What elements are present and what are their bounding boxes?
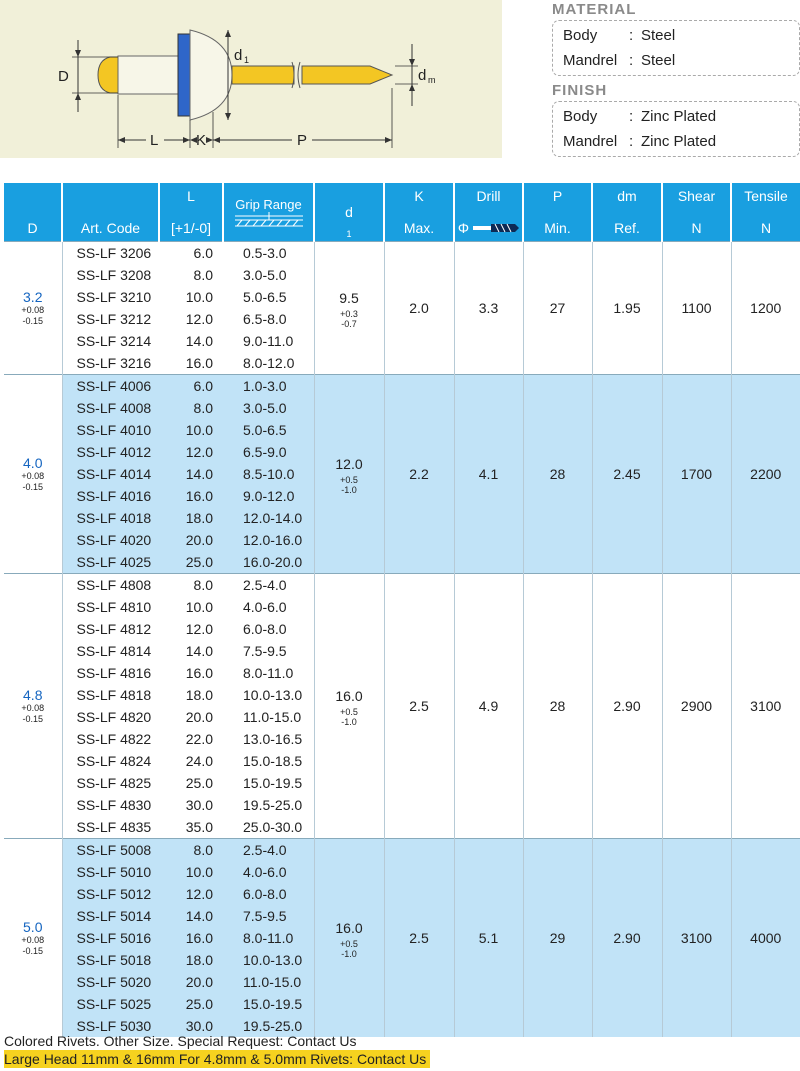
size-d-value: 5.0 — [23, 919, 43, 935]
art-code-cell: SS-LF 3214 — [76, 333, 152, 349]
header-grip-range — [223, 183, 314, 242]
material-title: MATERIAL — [552, 1, 637, 18]
art-code-cell: SS-LF 5018 — [62, 949, 159, 971]
length-cell: 35.0 — [185, 819, 213, 835]
size-d-tol-minus: -0.15 — [22, 714, 43, 724]
length-cell: 18.0 — [185, 687, 213, 703]
size-d-tol-plus: +0.08 — [21, 703, 45, 713]
tensile-cell: 2200 — [731, 375, 800, 574]
k-cell: 2.0 — [384, 242, 454, 375]
length-cell: 24.0 — [185, 753, 213, 769]
dim-p-label: P — [297, 132, 308, 149]
material-body-key: Body — [563, 27, 598, 44]
dim-k-label: K — [196, 132, 207, 149]
length-cell: 12.0 — [185, 621, 213, 637]
size-d-cell — [4, 839, 62, 1038]
size-d-tol-plus: +0.08 — [21, 305, 45, 315]
header-dm: dm Ref. — [592, 183, 662, 242]
size-d-tol-plus: +0.08 — [21, 935, 45, 945]
art-code-cell: SS-LF 4008 — [62, 397, 159, 419]
shear-cell: 1100 — [662, 242, 731, 375]
art-code-cell: SS-LF 4810 — [76, 599, 152, 615]
finish-row-body — [563, 104, 789, 129]
shear-cell: 3100 — [662, 839, 731, 1038]
art-code-cell: SS-LF 4020 — [62, 529, 159, 551]
rivet-drawing — [0, 0, 502, 158]
art-code-cell: SS-LF 4018 — [62, 507, 159, 529]
length-cell: 16.0 — [185, 355, 213, 371]
art-code-cell: SS-LF 5008 — [62, 839, 159, 862]
art-code-cell: SS-LF 4830 — [76, 797, 152, 813]
grip-range-cell: 15.0-19.5 — [223, 772, 314, 794]
grip-range-cell: 7.5-9.5 — [223, 905, 314, 927]
d1-tol-minus: -0.7 — [341, 319, 357, 329]
art-code-cell: SS-LF 4006 — [62, 375, 159, 398]
grip-range-cell: 10.0-13.0 — [223, 949, 314, 971]
size-d-tol-minus: -0.15 — [22, 482, 43, 492]
art-code-cell: SS-LF 5025 — [62, 993, 159, 1015]
size-d-cell — [4, 375, 62, 574]
size-d-tol-minus: -0.15 — [22, 946, 43, 956]
grip-range-cell: 9.0-11.0 — [223, 330, 314, 352]
art-code-cell: SS-LF 5010 — [62, 861, 159, 883]
grip-range-cell: 8.0-11.0 — [223, 662, 314, 684]
length-cell: 6.0 — [159, 242, 223, 265]
grip-range-cell: 4.0-6.0 — [223, 861, 314, 883]
rivet-spec-table — [4, 183, 800, 1037]
length-cell: 8.0 — [159, 397, 223, 419]
grip-range-cell: 8.0-12.0 — [223, 352, 314, 375]
material-body-value: Steel — [641, 27, 676, 44]
length-cell: 6.0 — [159, 375, 223, 398]
art-code-cell: SS-LF 4012 — [62, 441, 159, 463]
length-cell: 12.0 — [159, 441, 223, 463]
dm-cell: 2.90 — [592, 839, 662, 1038]
size-d-tol-plus: +0.08 — [21, 471, 45, 481]
shear-cell: 1700 — [662, 375, 731, 574]
length-cell: 25.0 — [159, 993, 223, 1015]
length-cell: 16.0 — [159, 485, 223, 507]
table-row — [4, 242, 800, 265]
grip-range-cell: 6.5-9.0 — [223, 441, 314, 463]
grip-range-cell: 6.0-8.0 — [223, 883, 314, 905]
size-group — [4, 375, 800, 574]
grip-range-cell: 5.0-6.5 — [223, 419, 314, 441]
grip-range-cell: 11.0-15.0 — [223, 971, 314, 993]
finish-mandrel-sep: : — [629, 133, 634, 150]
length-cell: 8.0 — [193, 267, 213, 283]
length-cell: 30.0 — [185, 797, 213, 813]
tensile-cell: 3100 — [731, 574, 800, 839]
art-code-cell: SS-LF 4010 — [62, 419, 159, 441]
material-mandrel-sep: : — [629, 52, 634, 69]
art-code-cell: SS-LF 3216 — [76, 355, 152, 371]
art-code-cell: SS-LF 3208 — [76, 267, 152, 283]
art-code-cell: SS-LF 4835 — [76, 819, 152, 835]
dim-d1-subscript: 1 — [244, 55, 250, 65]
length-cell: 20.0 — [185, 709, 213, 725]
d1-value: 9.5 — [339, 290, 359, 306]
grip-range-cell: 3.0-5.0 — [223, 264, 314, 286]
table-row — [4, 375, 800, 398]
art-code-cell: SS-LF 3206 — [62, 242, 159, 265]
dim-dm-subscript: m — [428, 75, 436, 85]
finish-body-value: Zinc Plated — [641, 108, 717, 125]
art-code-cell: SS-LF 4822 — [76, 731, 152, 747]
art-code-cell: SS-LF 4818 — [76, 687, 152, 703]
length-cell: 10.0 — [185, 599, 213, 615]
grip-range-cell: 6.5-8.0 — [223, 308, 314, 330]
d1-tol-minus: -1.0 — [341, 485, 357, 495]
d1-tol-plus: +0.3 — [340, 309, 358, 319]
grip-range-cell: 19.5-25.0 — [223, 794, 314, 816]
d1-cell — [314, 839, 384, 1038]
d1-tol-minus: -1.0 — [341, 717, 357, 727]
size-d-value: 4.0 — [23, 455, 43, 471]
length-cell: 18.0 — [159, 949, 223, 971]
art-code-cell: SS-LF 5030 — [62, 1015, 159, 1037]
header-d1: d $_1$ — [314, 183, 384, 242]
art-code-cell: SS-LF 4820 — [76, 709, 152, 725]
material-row-mandrel — [563, 48, 789, 73]
dm-cell: 2.90 — [592, 574, 662, 839]
p-cell: 29 — [523, 839, 592, 1038]
size-d-cell — [4, 574, 62, 839]
length-cell: 10.0 — [159, 861, 223, 883]
drill-bit-icon — [473, 223, 519, 233]
d1-value: 16.0 — [335, 688, 363, 704]
rivet-dimension-diagram — [0, 0, 502, 158]
drill-cell: 4.9 — [454, 574, 523, 839]
length-cell: 16.0 — [159, 927, 223, 949]
finish-body-key: Body — [563, 108, 598, 125]
tensile-cell: 4000 — [731, 839, 800, 1038]
size-group — [4, 242, 800, 375]
dm-cell: 2.45 — [592, 375, 662, 574]
length-cell: 16.0 — [185, 665, 213, 681]
drill-cell: 5.1 — [454, 839, 523, 1038]
d1-tol-plus: +0.5 — [340, 475, 358, 485]
grip-range-cell: 9.0-12.0 — [223, 485, 314, 507]
art-code-cell: SS-LF 5012 — [62, 883, 159, 905]
material-section — [552, 0, 800, 76]
grip-range-cell: 25.0-30.0 — [223, 816, 314, 839]
grip-range-cell: 12.0-14.0 — [223, 507, 314, 529]
size-group — [4, 839, 800, 1038]
grip-range-icon — [233, 212, 305, 228]
length-cell: 10.0 — [159, 419, 223, 441]
d1-tol-plus: +0.5 — [340, 707, 358, 717]
size-d-cell — [4, 242, 62, 375]
length-cell: 12.0 — [159, 883, 223, 905]
k-cell: 2.2 — [384, 375, 454, 574]
grip-range-cell: 11.0-15.0 — [223, 706, 314, 728]
grip-range-cell: 5.0-6.5 — [223, 286, 314, 308]
grip-range-cell: 13.0-16.5 — [223, 728, 314, 750]
header-tensile: Tensile N — [731, 183, 800, 242]
art-code-cell: SS-LF 4814 — [76, 643, 152, 659]
length-cell: 25.0 — [185, 775, 213, 791]
material-mandrel-key: Mandrel — [563, 52, 618, 69]
grip-range-cell: 12.0-16.0 — [223, 529, 314, 551]
grip-range-cell: 7.5-9.5 — [223, 640, 314, 662]
grip-range-cell: 4.0-6.0 — [223, 596, 314, 618]
art-code-cell: SS-LF 4808 — [62, 574, 159, 597]
grip-range-cell: 16.0-20.0 — [223, 551, 314, 574]
grip-range-label: Grip Range — [235, 196, 302, 212]
dim-d-label: D — [58, 68, 69, 85]
grip-range-cell: 0.5-3.0 — [223, 242, 314, 265]
dim-l-label: L — [150, 132, 159, 149]
length-cell: 25.0 — [159, 551, 223, 574]
art-code-cell: SS-LF 5016 — [62, 927, 159, 949]
art-code-cell: SS-LF 4816 — [76, 665, 152, 681]
table-row — [4, 574, 800, 597]
notes — [4, 1032, 430, 1068]
material-mandrel-value: Steel — [641, 52, 676, 69]
art-code-cell: SS-LF 4825 — [76, 775, 152, 791]
p-cell: 27 — [523, 242, 592, 375]
material-box — [552, 20, 800, 76]
length-cell: 14.0 — [185, 333, 213, 349]
header-shear: Shear N — [662, 183, 731, 242]
material-body-sep: : — [629, 27, 634, 44]
dim-dm-label: d — [418, 67, 427, 84]
grip-range-cell: 8.0-11.0 — [223, 927, 314, 949]
k-cell: 2.5 — [384, 839, 454, 1038]
length-cell: 20.0 — [159, 529, 223, 551]
finish-row-mandrel — [563, 129, 789, 154]
dm-cell: 1.95 — [592, 242, 662, 375]
art-code-cell: SS-LF 4025 — [62, 551, 159, 574]
header-p: P Min. — [523, 183, 592, 242]
art-code-cell: SS-LF 3210 — [76, 289, 152, 305]
art-code-cell: SS-LF 4812 — [76, 621, 152, 637]
length-cell: 14.0 — [159, 905, 223, 927]
drill-cell: 4.1 — [454, 375, 523, 574]
art-code-cell: SS-LF 4014 — [62, 463, 159, 485]
drill-phi-symbol: Φ — [457, 220, 470, 236]
length-cell: 20.0 — [159, 971, 223, 993]
dim-d1-label: d — [234, 47, 243, 64]
header-drill: Drill Φ — [454, 183, 523, 242]
shear-cell: 2900 — [662, 574, 731, 839]
art-code-cell: SS-LF 5020 — [62, 971, 159, 993]
grip-range-cell: 3.0-5.0 — [223, 397, 314, 419]
finish-mandrel-value: Zinc Plated — [641, 133, 717, 150]
d1-cell — [314, 574, 384, 839]
finish-title: FINISH — [552, 82, 608, 99]
grip-range-cell: 1.0-3.0 — [223, 375, 314, 398]
material-row-body — [563, 23, 789, 48]
table-header-row — [4, 183, 800, 242]
note-colored-rivets: Colored Rivets. Other Size. Special Request: Contact Us — [4, 1033, 357, 1049]
length-cell: 8.0 — [159, 839, 223, 862]
grip-range-cell: 2.5-4.0 — [223, 574, 314, 597]
finish-mandrel-key: Mandrel — [563, 133, 618, 150]
finish-section — [552, 81, 800, 157]
grip-range-cell: 8.5-10.0 — [223, 463, 314, 485]
p-cell: 28 — [523, 375, 592, 574]
length-cell: 12.0 — [185, 311, 213, 327]
d1-tol-plus: +0.5 — [340, 939, 358, 949]
header-art-code: Art. Code — [62, 183, 159, 242]
d1-value: 16.0 — [335, 920, 363, 936]
d1-value: 12.0 — [335, 456, 363, 472]
finish-box — [552, 101, 800, 157]
tensile-cell: 1200 — [731, 242, 800, 375]
grip-range-cell: 6.0-8.0 — [223, 618, 314, 640]
length-cell: 14.0 — [159, 463, 223, 485]
length-cell: 22.0 — [185, 731, 213, 747]
art-code-cell: SS-LF 4016 — [62, 485, 159, 507]
grip-range-cell: 10.0-13.0 — [223, 684, 314, 706]
grip-range-cell: 2.5-4.0 — [223, 839, 314, 862]
grip-range-cell: 15.0-19.5 — [223, 993, 314, 1015]
size-group — [4, 574, 800, 839]
p-cell: 28 — [523, 574, 592, 839]
art-code-cell: SS-LF 3212 — [76, 311, 152, 327]
art-code-cell: SS-LF 4824 — [76, 753, 152, 769]
drill-cell: 3.3 — [454, 242, 523, 375]
length-cell: 10.0 — [185, 289, 213, 305]
length-cell: 8.0 — [159, 574, 223, 597]
grip-range-cell: 15.0-18.5 — [223, 750, 314, 772]
d1-cell — [314, 242, 384, 375]
grip-range-cell: 19.5-25.0 — [223, 1015, 314, 1037]
table-row — [4, 839, 800, 862]
d1-cell — [314, 375, 384, 574]
d1-tol-minus: -1.0 — [341, 949, 357, 959]
finish-body-sep: : — [629, 108, 634, 125]
note-large-head: Large Head 11mm & 16mm For 4.8mm & 5.0mm Rivets: Contact Us — [4, 1050, 430, 1068]
header-d: D — [4, 183, 62, 242]
length-cell: 30.0 — [159, 1015, 223, 1037]
size-d-value: 3.2 — [23, 289, 43, 305]
art-code-cell: SS-LF 5014 — [62, 905, 159, 927]
length-cell: 18.0 — [159, 507, 223, 529]
size-d-value: 4.8 — [23, 687, 43, 703]
k-cell: 2.5 — [384, 574, 454, 839]
header-k: K Max. — [384, 183, 454, 242]
length-cell: 14.0 — [185, 643, 213, 659]
size-d-tol-minus: -0.15 — [22, 316, 43, 326]
header-l: L [+1/-0] — [159, 183, 223, 242]
